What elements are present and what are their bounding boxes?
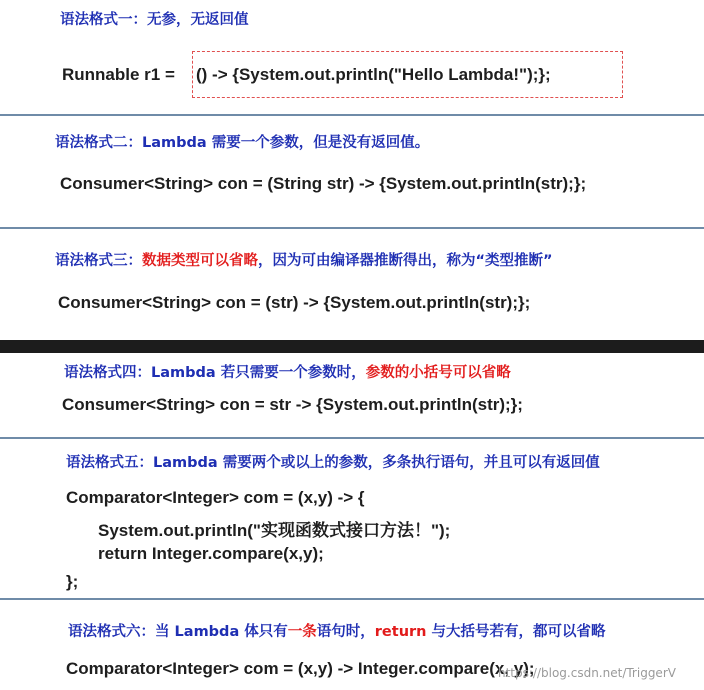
section-6-heading [68, 620, 606, 641]
section-6-heading-part-3: 与大括号若有，都可以省略 [426, 624, 606, 640]
section-4-panel [0, 353, 704, 437]
section-1-code-prefix: Runnable r1 = [62, 65, 175, 84]
section-1-heading: 语法格式一：无参，无返回值 [60, 12, 249, 28]
section-2-panel [0, 116, 704, 226]
section-3-heading [55, 249, 553, 270]
section-6-panel [0, 600, 704, 690]
section-3-heading-highlight: 数据类型可以省略 [142, 253, 258, 269]
section-6-heading-part-1: 语法格式六：当 Lambda 体只有 [68, 624, 288, 640]
section-6-heading-part-2: 语句时， [316, 624, 375, 640]
section-4-code: Consumer<String> con = str -> {System.out.println(str);}; [62, 395, 523, 414]
section-5-code-line-3: return Integer.compare(x,y); [98, 544, 324, 563]
section-5-heading: 语法格式五：Lambda 需要两个或以上的参数，多条执行语句，并且可以有返回值 [66, 455, 600, 471]
section-2-heading: 语法格式二：Lambda 需要一个参数，但是没有返回值。 [55, 135, 430, 151]
section-3-heading-prefix: 语法格式三： [55, 253, 142, 269]
section-2-code: Consumer<String> con = (String str) -> {System.out.println(str);}; [60, 174, 587, 193]
section-5-code-line-1: Comparator<Integer> com = (x,y) -> { [66, 488, 365, 507]
section-6-heading-highlight-2: return [374, 624, 427, 640]
section-3-heading-rest: ，因为可由编译器推断得出，称为“类型推断” [258, 253, 553, 269]
section-4-heading-prefix: 语法格式四：Lambda 若只需要一个参数时， [64, 365, 366, 381]
section-6-code: Comparator<Integer> com = (x,y) -> Integer.compare(x, y); [66, 659, 535, 678]
section-5-code-line-4: }; [66, 572, 79, 591]
section-6-heading-highlight-1: 一条 [287, 624, 317, 640]
watermark: https://blog.csdn.net/TriggerV [498, 666, 676, 680]
section-1-panel [0, 0, 704, 113]
section-3-panel [0, 229, 704, 340]
section-5-panel [0, 439, 704, 597]
section-5-code-line-2: System.out.println("实现函数式接口方法！"); [98, 521, 451, 540]
section-4-heading-highlight: 参数的小括号可以省略 [365, 365, 511, 381]
section-4-heading [64, 361, 511, 382]
section-1-code-boxed: () -> {System.out.println("Hello Lambda!");}; [196, 65, 551, 84]
section-3-code: Consumer<String> con = (str) -> {System.out.println(str);}; [58, 293, 531, 312]
dark-separator [0, 340, 704, 353]
